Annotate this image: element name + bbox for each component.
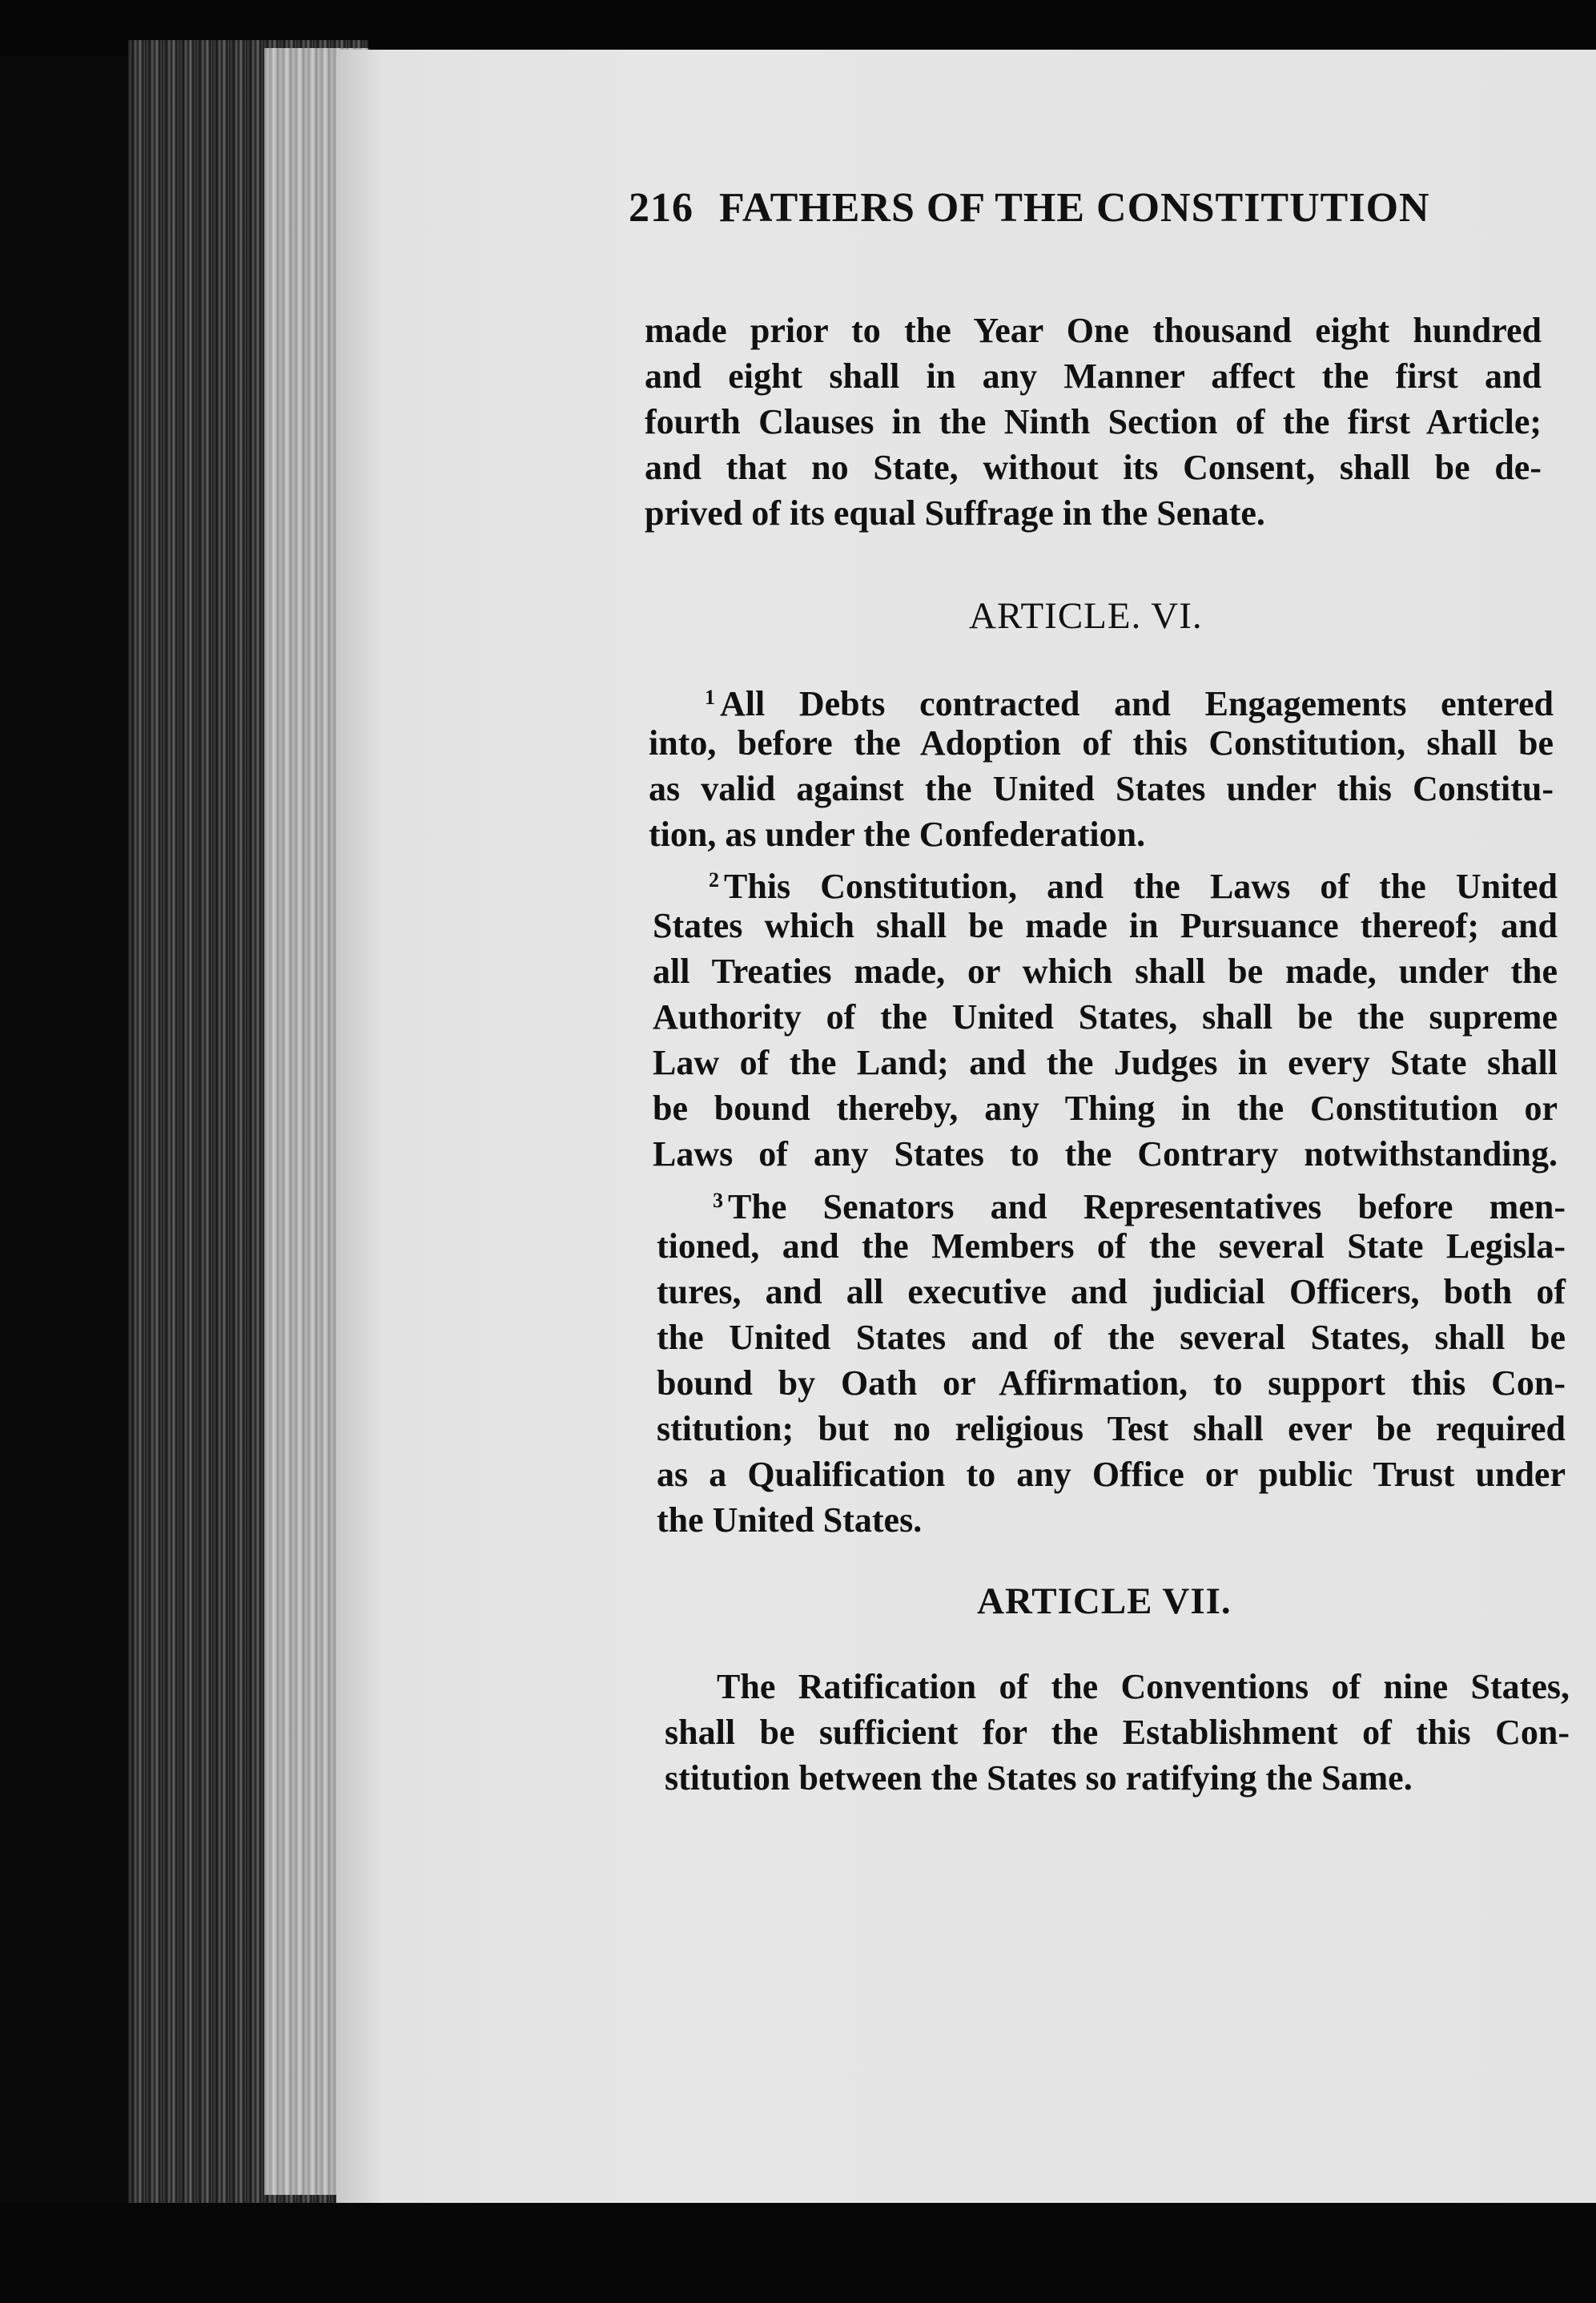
- text-line: all Treaties made, or which shall be made, under the: [653, 952, 1558, 991]
- text-line: The Ratification of the Conventions of nine States,: [717, 1667, 1570, 1706]
- article-vii-text: [665, 1664, 1570, 1801]
- article-v-continuation: [645, 308, 1542, 536]
- text-line: the United States.: [657, 1500, 923, 1540]
- clause-number: 2: [709, 868, 719, 892]
- article-vi-clause-1: [649, 674, 1554, 857]
- text-line: shall be sufficient for the Establishment of this Con-: [665, 1713, 1570, 1752]
- text-line: fourth Clauses in the Ninth Section of the first Article;: [645, 402, 1542, 441]
- page-text: [336, 50, 1596, 2204]
- text-line: stitution; but no religious Test shall ever be required: [657, 1409, 1566, 1448]
- text-line: $^2$ This Constitution, and the Laws of the United: [709, 867, 1558, 906]
- clause-number: 1: [705, 686, 715, 709]
- running-head: [629, 184, 1430, 232]
- text-line: the United States and of the several States, shall be: [657, 1318, 1566, 1357]
- text-line: as a Qualification to any Office or public Trust under: [657, 1455, 1566, 1494]
- text-line: and that no State, without its Consent, shall be de-: [645, 448, 1542, 487]
- text-line: tioned, and the Members of the several State Legisla-: [657, 1226, 1566, 1266]
- text-line: tures, and all executive and judicial Officers, both of: [657, 1272, 1566, 1311]
- article-vii-heading: ARTICLE VII.: [977, 1580, 1232, 1622]
- text-line: be bound thereby, any Thing in the Constitution or: [653, 1089, 1558, 1128]
- text-line: as valid against the United States under this Constitu-: [649, 769, 1554, 808]
- text-line: Law of the Land; and the Judges in every State shall: [653, 1043, 1558, 1082]
- scan-bottom-border: [0, 2203, 1596, 2303]
- text-line: and eight shall in any Manner affect the first and: [645, 356, 1542, 396]
- text-line: States which shall be made in Pursuance thereof; and: [653, 906, 1558, 945]
- text-line: bound by Oath or Affirmation, to support this Con-: [657, 1363, 1566, 1403]
- clause-number: 3: [713, 1189, 723, 1212]
- book-title: FATHERS OF THE CONSTITUTION: [719, 185, 1430, 231]
- article-vi-clause-2: [653, 857, 1558, 1177]
- text-line: Laws of any States to the Contrary notwithstanding.: [653, 1134, 1558, 1174]
- text-line: Authority of the United States, shall be the supreme: [653, 997, 1558, 1037]
- text-line: $^3$ The Senators and Representatives before men-: [713, 1187, 1566, 1226]
- page-number: 216: [629, 185, 693, 231]
- article-vi-heading: ARTICLE. VI.: [969, 595, 1203, 637]
- text-line: stitution between the States so ratifying the Same.: [665, 1758, 1413, 1798]
- text-line: $^1$ All Debts contracted and Engagements entered: [705, 684, 1554, 723]
- text-line: made prior to the Year One thousand eight hundred: [645, 311, 1542, 350]
- text-line: into, before the Adoption of this Constitution, shall be: [649, 723, 1554, 763]
- book-page: [336, 50, 1596, 2204]
- article-vi-clause-3: [657, 1178, 1566, 1543]
- text-line: tion, as under the Confederation.: [649, 815, 1146, 854]
- text-line: prived of its equal Suffrage in the Senate.: [645, 493, 1265, 533]
